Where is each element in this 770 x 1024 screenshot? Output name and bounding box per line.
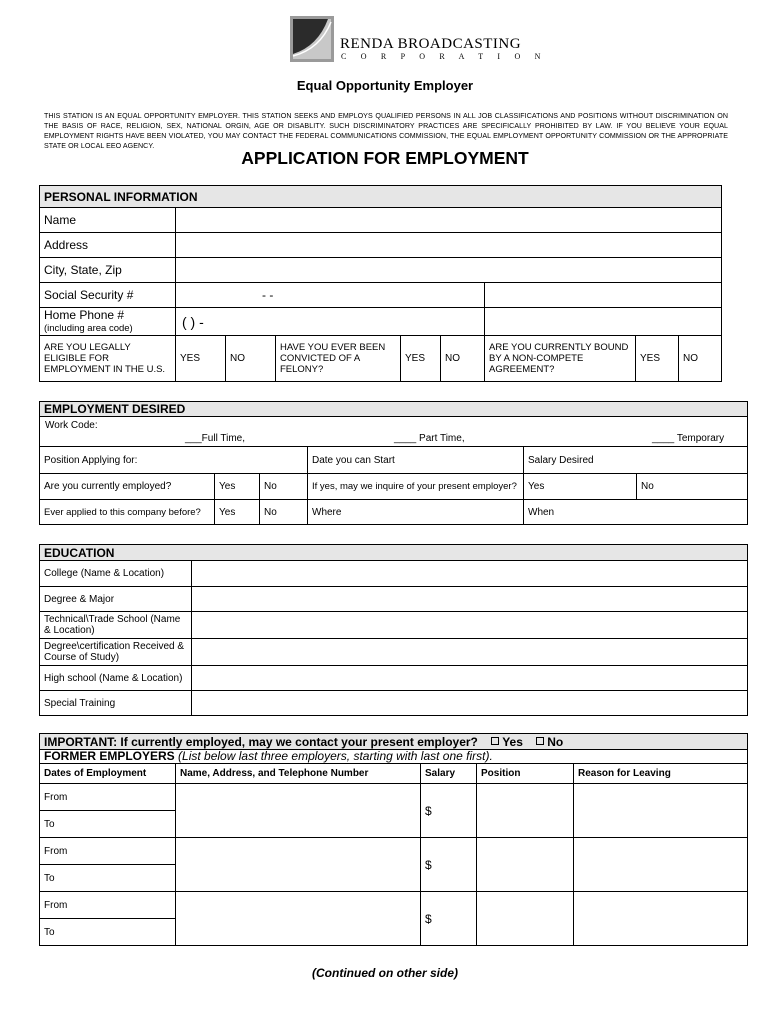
degree-major-label: Degree & Major: [40, 587, 192, 612]
certification-field[interactable]: [192, 639, 748, 666]
city-state-zip-field[interactable]: [176, 258, 722, 283]
currently-employed-question: Are you currently employed?: [40, 474, 215, 500]
contact-no-label: No: [547, 734, 564, 749]
eoe-statement: THIS STATION IS AN EQUAL OPPORTUNITY EMPLOYER. THIS STATION SEEKS AND EMPLOYS QUALIFIED PERSONS IN ALL JOB CLASSIFICATIONS AND POSITIONS WITHOUT DISCRIMINATION ON THE BASIS OF RACE, RELIGION, SEX, NATIONAL ORGIN, AGE OR DISABLITY. SUCH DISCRIMINATORY PRACTICES ARE SPECIFICALLY PROHIBITED BY LAW. IF YOU BELIEVE YOUR EQUAL EMPLOYMENT RIGHTS HAVE BEEN VIOLATED, YOU MAY CONTACT THE FEDERAL COMMUNICATIONS COMMISSION, THE EQUAL EMPLOYMENT OPPORTUNITY COMMISSION OR THE APPROPRIATE STATE OR LOCAL EEO AGENCY.: [44, 112, 728, 150]
employer3-position[interactable]: [477, 892, 574, 946]
inquire-yes[interactable]: Yes: [524, 474, 637, 500]
employer2-from[interactable]: From: [40, 838, 176, 865]
employer1-position[interactable]: [477, 784, 574, 838]
high-school-label: High school (Name & Location): [40, 666, 192, 691]
name-label: Name: [40, 208, 176, 233]
eligible-no-option[interactable]: NO: [226, 336, 276, 382]
technical-school-label: Technical\Trade School (Name & Location): [40, 612, 192, 639]
college-field[interactable]: [192, 561, 748, 587]
col-name-header: Name, Address, and Telephone Number: [176, 764, 421, 784]
employer1-reason[interactable]: [574, 784, 748, 838]
personal-section-heading: PERSONAL INFORMATION: [40, 186, 722, 208]
name-field[interactable]: [176, 208, 722, 233]
col-salary-header: Salary: [421, 764, 477, 784]
ssn-extra-field[interactable]: [485, 283, 722, 308]
personal-information-table: [39, 185, 722, 382]
company-name: RENDA BROADCASTING: [340, 36, 522, 52]
education-table: [39, 544, 748, 716]
former-employers-heading: FORMER EMPLOYERS: [44, 749, 175, 763]
former-employers-note: (List below last three employers, starting with last one first).: [178, 749, 493, 763]
certification-label: Degree\certification Received & Course of Study): [40, 639, 192, 666]
former-employers-table: [39, 733, 748, 946]
home-phone-label-text: Home Phone #: [44, 308, 125, 322]
continued-note: (Continued on other side): [312, 966, 458, 980]
currently-employed-no[interactable]: No: [260, 474, 308, 500]
applied-where-field[interactable]: Where: [308, 500, 524, 525]
salary-desired-label[interactable]: Salary Desired: [524, 447, 748, 474]
contact-employer-question: IMPORTANT: If currently employed, may we contact your present employer?: [44, 734, 478, 749]
address-field[interactable]: [176, 233, 722, 258]
employer2-to[interactable]: To: [40, 865, 176, 892]
inquire-employer-question: If yes, may we inquire of your present employer?: [308, 474, 524, 500]
high-school-field[interactable]: [192, 666, 748, 691]
applied-before-no[interactable]: No: [260, 500, 308, 525]
col-reason-header: Reason for Leaving: [574, 764, 748, 784]
employer1-salary[interactable]: $: [421, 784, 477, 838]
ssn-field[interactable]: - -: [176, 283, 485, 308]
employer3-reason[interactable]: [574, 892, 748, 946]
part-time-option[interactable]: ____ Part Time,: [394, 433, 465, 444]
address-label: Address: [40, 233, 176, 258]
company-logo-mark: [290, 16, 334, 62]
temporary-option[interactable]: ____ Temporary: [652, 433, 725, 444]
ssn-label: Social Security #: [40, 283, 176, 308]
home-phone-field[interactable]: ( ) -: [176, 308, 485, 336]
city-state-zip-label: City, State, Zip: [40, 258, 176, 283]
college-label: College (Name & Location): [40, 561, 192, 587]
home-phone-extra-field[interactable]: [485, 308, 722, 336]
employer3-salary[interactable]: $: [421, 892, 477, 946]
applied-before-question: Ever applied to this company before?: [40, 500, 215, 525]
non-compete-question: ARE YOU CURRENTLY BOUND BY A NON-COMPETE AGREEMENT?: [485, 336, 636, 382]
applied-before-yes[interactable]: Yes: [215, 500, 260, 525]
employer3-to[interactable]: To: [40, 919, 176, 946]
full-time-option[interactable]: ___Full Time,: [185, 433, 246, 444]
start-date-label[interactable]: Date you can Start: [308, 447, 524, 474]
contact-yes-checkbox[interactable]: [491, 737, 499, 745]
applied-when-field[interactable]: When: [524, 500, 748, 525]
eoe-title: Equal Opportunity Employer: [296, 78, 474, 93]
employer1-to[interactable]: To: [40, 811, 176, 838]
col-dates-header: Dates of Employment: [40, 764, 176, 784]
felony-no-option[interactable]: NO: [441, 336, 485, 382]
technical-school-field[interactable]: [192, 612, 748, 639]
special-training-label: Special Training: [40, 691, 192, 716]
contact-yes-label: Yes: [502, 734, 523, 749]
eligible-yes-option[interactable]: YES: [176, 336, 226, 382]
currently-employed-yes[interactable]: Yes: [215, 474, 260, 500]
felony-yes-option[interactable]: YES: [401, 336, 441, 382]
work-code-label: Work Code:: [45, 420, 98, 431]
company-subtitle: C O R P O R A T I O N: [341, 52, 547, 61]
employer3-from[interactable]: From: [40, 892, 176, 919]
employer2-name-field[interactable]: [176, 838, 421, 892]
col-position-header: Position: [477, 764, 574, 784]
position-label[interactable]: Position Applying for:: [40, 447, 308, 474]
degree-major-field[interactable]: [192, 587, 748, 612]
eligible-question: ARE YOU LEGALLY ELIGIBLE FOR EMPLOYMENT IN THE U.S.: [40, 336, 176, 382]
employment-desired-table: [39, 401, 748, 525]
contact-no-checkbox[interactable]: [536, 737, 544, 745]
inquire-no[interactable]: No: [637, 474, 748, 500]
home-phone-label: [40, 308, 176, 336]
non-compete-no-option[interactable]: NO: [679, 336, 722, 382]
non-compete-yes-option[interactable]: YES: [636, 336, 679, 382]
employer2-salary[interactable]: $: [421, 838, 477, 892]
employer2-reason[interactable]: [574, 838, 748, 892]
contact-employer-row: [40, 734, 748, 750]
employer2-position[interactable]: [477, 838, 574, 892]
education-section-heading: EDUCATION: [40, 545, 748, 561]
former-employers-heading-row: [40, 750, 748, 764]
employment-section-heading: EMPLOYMENT DESIRED: [40, 402, 748, 417]
employer1-from[interactable]: From: [40, 784, 176, 811]
felony-question: HAVE YOU EVER BEEN CONVICTED OF A FELONY?: [276, 336, 401, 382]
page-title: APPLICATION FOR EMPLOYMENT: [241, 148, 529, 168]
work-code-row: [40, 417, 748, 447]
employer3-name-field[interactable]: [176, 892, 421, 946]
home-phone-sublabel: (including area code): [44, 323, 133, 334]
employer1-name-field[interactable]: [176, 784, 421, 838]
special-training-field[interactable]: [192, 691, 748, 716]
